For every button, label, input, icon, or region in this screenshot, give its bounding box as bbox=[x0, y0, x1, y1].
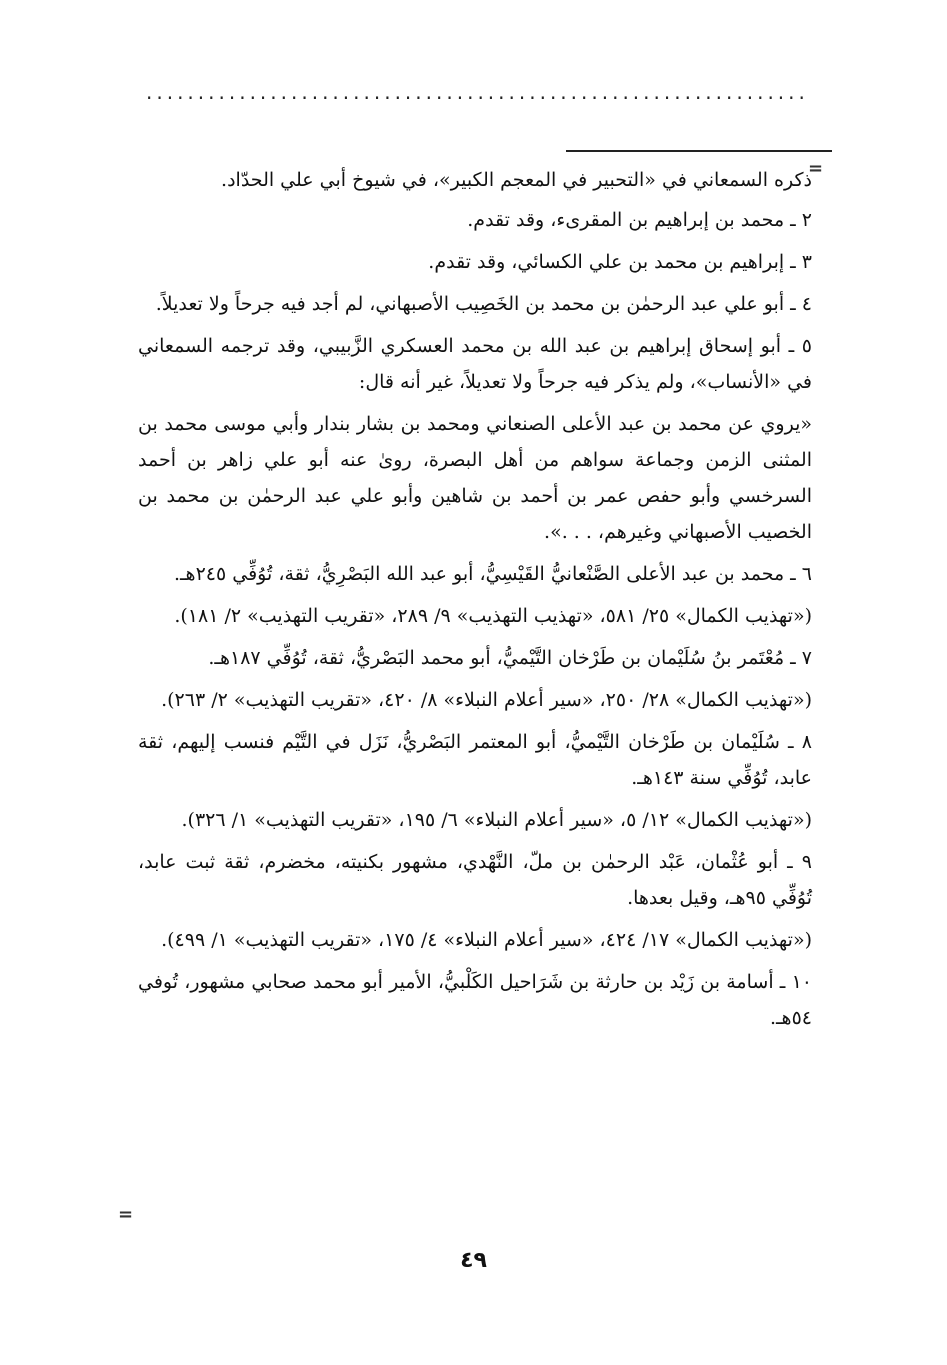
narrator-entry-3: ٣ ـ إبراهيم بن محمد بن علي الكسائي، وقد تقدم. bbox=[428, 251, 812, 273]
continuation-mark-top: = bbox=[808, 158, 824, 179]
narrator-entry-8: ٨ ـ سُلَيْمان بن طَرْخان التَّيْميُّ، أبو المعتمر البَصْريُّ، نَزَل في التَّيْم فنسب إليهم، ثقة عابد، تُوُفِّي سنة ١٤٣هـ. bbox=[138, 731, 812, 789]
quotation-paragraph: «يروي عن محمد بن عبد الأعلى الصنعاني ومحمد بن بشار بندار وأبي موسى محمد بن المثنى الزمن وجماعة سواهم من أهل البصرة، روىٰ عنه أبو علي زاهر بن أحمد السرخسي وأبو حفص عمر بن أحمد بن شاهين وأبو علي عبد الرحمٰن بن محمد بن الخصيب الأصبهاني وغيرهم، . . .». bbox=[138, 413, 812, 543]
narrator-entry-2: ٢ ـ محمد بن إبراهيم بن المقرىء، وقد تقدم. bbox=[467, 209, 812, 231]
continuation-mark-bottom: = bbox=[118, 1204, 134, 1225]
reference-citation-6: («تهذيب الكمال» ٢٥/ ٥٨١، «تهذيب التهذيب» ٩/ ٢٨٩، «تقريب التهذيب» ٢/ ١٨١). bbox=[174, 605, 812, 627]
narrator-entry-5: ٥ ـ أبو إسحاق إبراهيم بن عبد الله بن محمد العسكري الزَّبيبي، وقد ترجمه السمعاني في «الأنساب»، ولم يذكر فيه جرحاً ولا تعديلاً، غير أنه قال: bbox=[138, 335, 812, 393]
footnote-separator-rule bbox=[566, 150, 832, 152]
narrator-entry-6: ٦ ـ محمد بن عبد الأعلى الصَّنْعانيُّ القَيْسِيُّ، أبو عبد الله البَصْرِيُّ، ثقة، تُوُفِّي ٢٤٥هـ. bbox=[173, 563, 812, 585]
narrator-entry-9: ٩ ـ أبو عُثْمان، عَبْد الرحمٰن بن ملّ، النَّهْدي، مشهور بكنيته، مخضرم، ثقة ثبت عابد، تُوُفِّي ٩٥هـ، وقيل بعدها. bbox=[138, 851, 812, 909]
reference-citation-7: («تهذيب الكمال» ٢٨/ ٢٥٠، «سير أعلام النبلاء» ٨/ ٤٢٠، «تقريب التهذيب» ٢/ ٢٦٣). bbox=[161, 689, 812, 711]
narrator-entry-10: ١٠ ـ أسامة بن زَيْد بن حارثة بن شَرَاحيل الكَلْبيُّ، الأمير أبو محمد صحابي مشهور، تُوفي ٥٤هـ. bbox=[138, 971, 812, 1029]
reference-citation-9: («تهذيب الكمال» ١٧/ ٤٢٤، «سير أعلام النبلاء» ٤/ ١٧٥، «تقريب التهذيب» ١/ ٤٩٩). bbox=[161, 929, 812, 951]
narrator-entry-7: ٧ ـ مُعْتَمر بنُ سُلَيْمان بن طَرْخان التَّيْميُّ، أبو محمد البَصْريُّ، ثقة، تُوُفِّي ١٨٧هـ. bbox=[208, 647, 812, 669]
page-number: ٤٩ bbox=[460, 1248, 487, 1273]
footnote-paragraph: ذكره السمعاني في «التحبير في المعجم الكبير»، في شيوخ أبي علي الحدّاد. bbox=[221, 169, 812, 191]
reference-citation-8: («تهذيب الكمال» ١٢/ ٥، «سير أعلام النبلاء» ٦/ ١٩٥، «تقريب التهذيب» ١/ ٣٢٦). bbox=[181, 809, 812, 831]
footnote-body bbox=[138, 162, 812, 1042]
header-dotted-line: ................................................................ bbox=[146, 82, 809, 102]
narrator-entry-4: ٤ ـ أبو علي عبد الرحمٰن بن محمد بن الخَصِيب الأصبهاني، لم أجد فيه جرحاً ولا تعديلاً. bbox=[155, 293, 812, 315]
